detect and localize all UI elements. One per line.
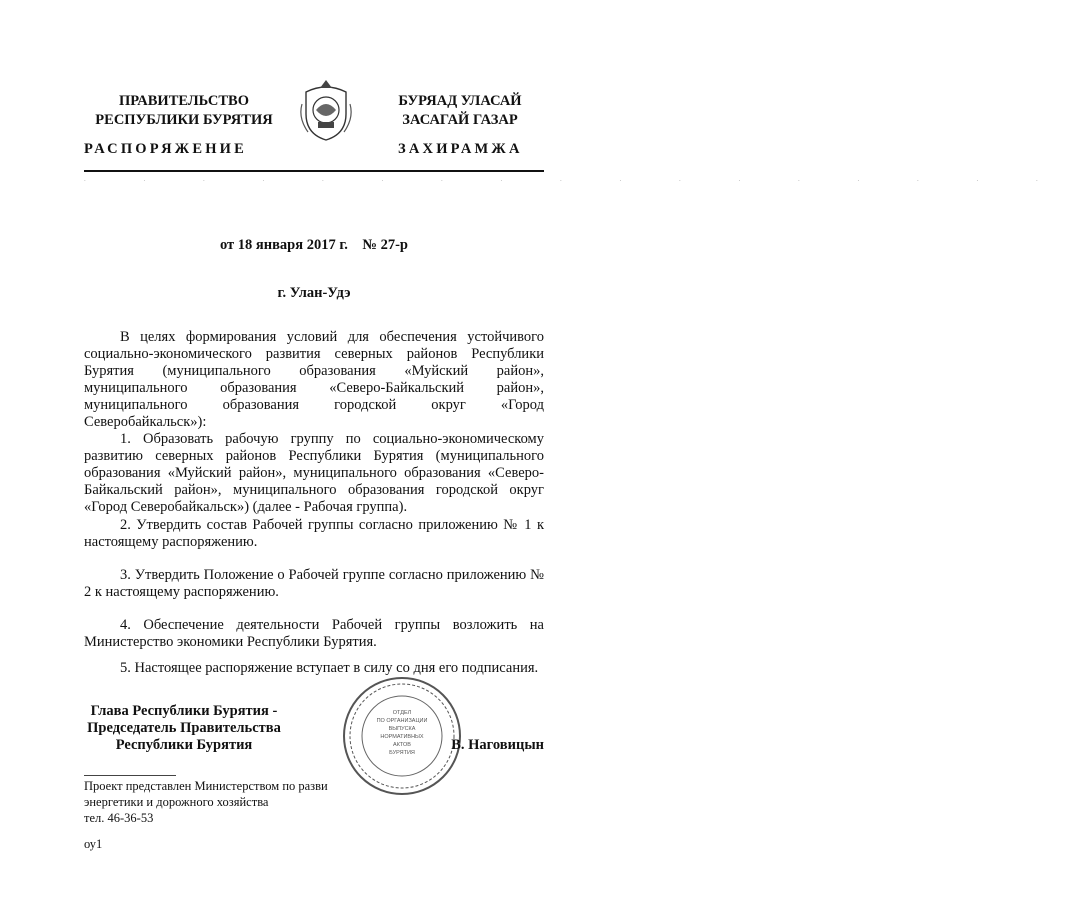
- svg-text:ПО ОРГАНИЗАЦИИ: ПО ОРГАНИЗАЦИИ: [376, 718, 428, 724]
- item-3: 3. Утвердить Положение о Рабочей группе согласно приложению № 2 к настоящему распоряжению.: [84, 567, 544, 600]
- signatory-position-line1: Глава Республики Бурятия -: [90, 703, 278, 719]
- government-name-bua: [370, 92, 550, 130]
- signatory-name: В. Наговицын: [451, 737, 544, 753]
- item-4: 4. Обеспечение деятельности Рабочей группы возложить на Министерство экономики Республики Бурятия.: [84, 617, 544, 650]
- government-name-ru: [84, 92, 284, 130]
- intro-paragraph: В целях формирования условий для обеспечения устойчивого социально-экономического развития северных районов Республики Бурятия (муниципального образования «Муйский район», муниципального образования «Северо-Байкальский район», муниципального образования городской округ «Город Северобайкальск»):: [84, 329, 544, 430]
- footer-phone: тел. 46-36-53: [84, 811, 154, 825]
- signatory-position: [84, 703, 284, 754]
- signatory-position-line2: Председатель Правительства: [87, 720, 281, 736]
- government-name-bua-line1: БУРЯАД УЛАСАЙ: [398, 93, 522, 109]
- footer-note: [84, 778, 344, 826]
- document-type-bua: ЗАХИРАМЖА: [398, 141, 523, 157]
- item-5: 5. Настоящее распоряжение вступает в силу со дня его подписания.: [120, 660, 539, 676]
- government-name-ru-line1: ПРАВИТЕЛЬСТВО: [119, 93, 249, 109]
- svg-text:АКТОВ: АКТОВ: [393, 742, 411, 748]
- svg-text:НОРМАТИВНЫХ: НОРМАТИВНЫХ: [380, 734, 424, 740]
- svg-text:ОТДЕЛ: ОТДЕЛ: [392, 710, 412, 716]
- document-city: г. Улан-Удэ: [277, 285, 351, 301]
- header-divider: [84, 170, 544, 172]
- footer-divider: [84, 775, 176, 776]
- signatory-position-line3: Республики Бурятия: [115, 737, 253, 753]
- footer-line2: энергетики и дорожного хозяйства: [84, 795, 269, 809]
- item-2: 2. Утвердить состав Рабочей группы согласно приложению № 1 к настоящему распоряжению.: [84, 517, 544, 550]
- government-name-ru-line2: РЕСПУБЛИКИ БУРЯТИЯ: [95, 112, 273, 128]
- document-type-ru: РАСПОРЯЖЕНИЕ: [84, 141, 248, 157]
- header-dotted-line: . . . . . . . . . . . . . . . . .: [84, 175, 1066, 183]
- svg-text:БУРЯТИЯ: БУРЯТИЯ: [389, 750, 415, 756]
- item-1: 1. Образовать рабочую группу по социально-экономическому развитию северных районов Республики Бурятия (муниципального образования «Муйский район», муниципального образования «Северо-Байкальский район», муниципального образования городской округ «Город Северобайкальск») (далее - Рабочая группа).: [84, 431, 544, 515]
- footer-line1: Проект представлен Министерством по разви: [84, 779, 328, 793]
- document-date-number: от 18 января 2017 г. № 27-р: [219, 237, 409, 253]
- government-name-bua-line2: ЗАСАГАЙ ГАЗАР: [402, 112, 518, 128]
- official-seal-icon: [340, 674, 464, 798]
- coat-of-arms-icon: [296, 78, 356, 144]
- svg-text:ВЫПУСКА: ВЫПУСКА: [388, 726, 416, 732]
- footer-code: оу1: [84, 837, 103, 851]
